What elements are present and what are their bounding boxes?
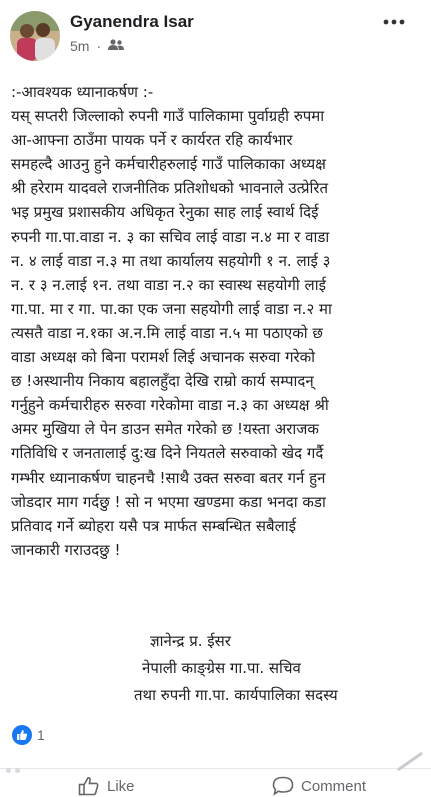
post-line: न. र ३ न.लाई १न. तथा वाडा न.२ का स्वास्थ सहयोगी लाई: [11, 275, 326, 294]
post-line: रुपनी गा.पा.वाडा न. ३ का सचिव लाई वाडा न.४ मा र वाडा: [11, 227, 330, 246]
like-icon: [12, 725, 32, 745]
more-options-button[interactable]: [379, 14, 409, 30]
post-line: छ !अस्थानीय निकाय बहालहुँदा देखि राम्रो कार्य सम्पादन्: [11, 372, 314, 391]
signature-name: ज्ञानेन्द्र प्र. ईसर: [150, 632, 231, 650]
post-line: प्रतिवाद गर्ने ब्योहरा यसै पत्र मार्फत सम्बन्धित सबैलाई: [11, 516, 297, 535]
reaction-count: 1: [37, 727, 45, 743]
like-label: Like: [107, 777, 135, 795]
reactions-summary[interactable]: [12, 725, 45, 745]
thumbs-up-icon: [78, 776, 100, 796]
author-name[interactable]: Gyanendra Isar: [70, 12, 194, 31]
post-actions: [0, 772, 431, 797]
signature-role: तथा रुपनी गा.पा. कार्यपालिका सदस्य: [134, 686, 338, 704]
more-options-icon: [383, 19, 405, 25]
post-line: श्री हरेराम यादवले राजनीतिक प्रतिशोधको भावनाले उत्प्रेरित: [11, 179, 329, 198]
actions-divider: [0, 768, 431, 769]
avatar[interactable]: [10, 11, 60, 61]
like-button[interactable]: [78, 776, 135, 796]
post-line: जोडदार माग गर्दछु ! सो न भएमा खण्डमा कडा भनदा कडा: [11, 492, 326, 511]
comment-label: Comment: [301, 777, 367, 795]
post-line: गतिविधि र जनतालाई दु:ख दिने नियतले सरुवाको खेद गर्दै: [11, 444, 324, 463]
post-header: [0, 0, 431, 70]
signature-title: नेपाली काङ्ग्रेस गा.पा. सचिव: [142, 659, 301, 677]
post-timestamp[interactable]: 5m: [70, 38, 90, 54]
post-line: गा.पा. मा र गा. पा.का एक जना सहयोगी लाई वाडा न.२ मा: [11, 299, 332, 318]
post-line: आ-आफ्ना ठाउँमा पायक पर्ने र कार्यरत रहि कार्यभार: [11, 131, 293, 150]
post-line: यस् सप्तरी जिल्लाको रुपनी गाउँ पालिकामा पुर्वाग्रही रुपमा: [11, 107, 325, 126]
post-line: भइ प्रमुख प्रशासकीय अधिकृत रेनुका साह लाई स्वार्थ दिई: [11, 203, 319, 222]
post-line: गर्नुहुने कर्मचारीहरु सरुवा गरेकोमा वाडा न.३ का अध्यक्ष श्री: [11, 396, 329, 415]
friends-icon: [108, 38, 124, 54]
meta-separator: ·: [96, 38, 102, 54]
post-meta: [70, 38, 124, 54]
post-line: :-आवश्यक ध्यानाकर्षण :-: [11, 83, 154, 101]
post-line: गम्भीर ध्यानाकर्षण चाहनचै !साथै उक्त सरुवा बतर गर्न हुन: [11, 468, 326, 487]
comment-button[interactable]: [272, 776, 366, 796]
post-line: जानकारी गराउदछु !: [11, 540, 121, 559]
post-line: न. ४ लाई वाडा न.३ मा तथा कार्यालय सहयोगी १ न. लाई ३: [11, 251, 331, 270]
comment-icon: [272, 776, 294, 796]
post-body: [11, 80, 426, 562]
post-line: वाडा अध्यक्ष को बिना परामर्श लिई अचानक सरुवा गरेको: [11, 348, 316, 367]
post-line: समहल्दै आउनु हुने कर्मचारीहरुलाई गाउँ पालिकाका अध्यक्ष: [11, 155, 326, 174]
post-line: अमर मुखिया ले पेन डाउन समेत गरेको छ !यस्ता अराजक: [11, 420, 319, 439]
post-line: त्यसतै वाडा न.१का अ.न.मि लाई वाडा न.५ मा पठाएको छ: [11, 323, 323, 342]
